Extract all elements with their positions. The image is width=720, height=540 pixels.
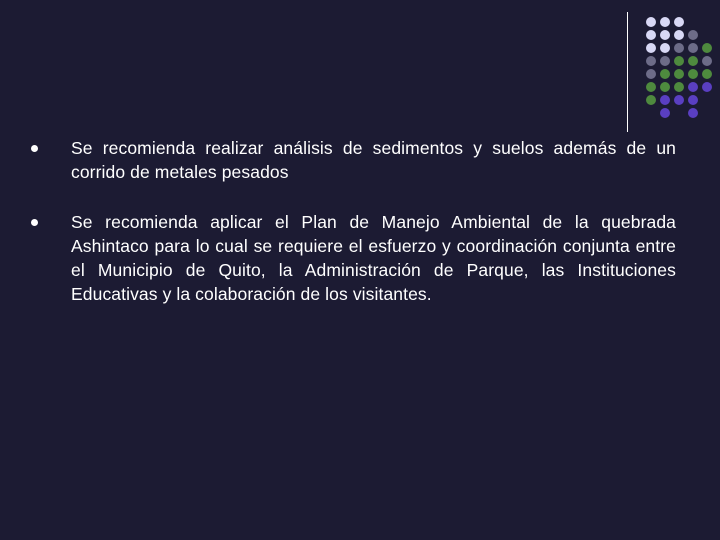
decorative-dot bbox=[688, 95, 698, 105]
bullet-icon bbox=[31, 219, 38, 226]
decorative-dot bbox=[674, 95, 684, 105]
decorative-dot bbox=[702, 56, 712, 66]
decorative-dot bbox=[660, 43, 670, 53]
decorative-dot bbox=[674, 17, 684, 27]
bullet-item-management-plan bbox=[31, 210, 676, 306]
decorative-dot bbox=[660, 69, 670, 79]
decorative-dot bbox=[688, 69, 698, 79]
decorative-dot bbox=[674, 43, 684, 53]
decorative-dot bbox=[646, 43, 656, 53]
decorative-dot bbox=[660, 108, 670, 118]
decorative-dot bbox=[646, 82, 656, 92]
bullet-list bbox=[31, 136, 676, 332]
decorative-dot bbox=[688, 82, 698, 92]
decorative-dot bbox=[646, 69, 656, 79]
decorative-dot bbox=[646, 56, 656, 66]
decorative-dot bbox=[688, 43, 698, 53]
decorative-dot bbox=[660, 95, 670, 105]
decorative-dot bbox=[646, 95, 656, 105]
decorative-dot bbox=[660, 17, 670, 27]
decorative-vertical-line bbox=[627, 12, 628, 132]
decorative-dot bbox=[646, 30, 656, 40]
decorative-dot bbox=[674, 56, 684, 66]
decorative-dot bbox=[702, 43, 712, 53]
bullet-icon bbox=[31, 145, 38, 152]
bullet-text: Se recomienda aplicar el Plan de Manejo Ambiental de la quebrada Ashintaco para lo cual se requiere el esfuerzo y coordinación conjunta entre el Municipio de Quito, la Administración de Parque, las Instituciones Educativas y la colaboración de los visitantes. bbox=[71, 212, 676, 304]
decorative-dot bbox=[688, 30, 698, 40]
decorative-dot bbox=[702, 69, 712, 79]
decorative-dot bbox=[702, 82, 712, 92]
decorative-dot bbox=[646, 17, 656, 27]
decorative-dot bbox=[688, 108, 698, 118]
bullet-item-sediment-analysis bbox=[31, 136, 676, 184]
decorative-dot bbox=[660, 82, 670, 92]
decorative-dot bbox=[660, 56, 670, 66]
decorative-dot bbox=[674, 69, 684, 79]
decorative-dot bbox=[674, 82, 684, 92]
bullet-text: Se recomienda realizar análisis de sedimentos y suelos además de un corrido de metales pesados bbox=[71, 138, 676, 182]
decorative-dot bbox=[674, 30, 684, 40]
decorative-dot bbox=[688, 56, 698, 66]
decorative-dot bbox=[660, 30, 670, 40]
